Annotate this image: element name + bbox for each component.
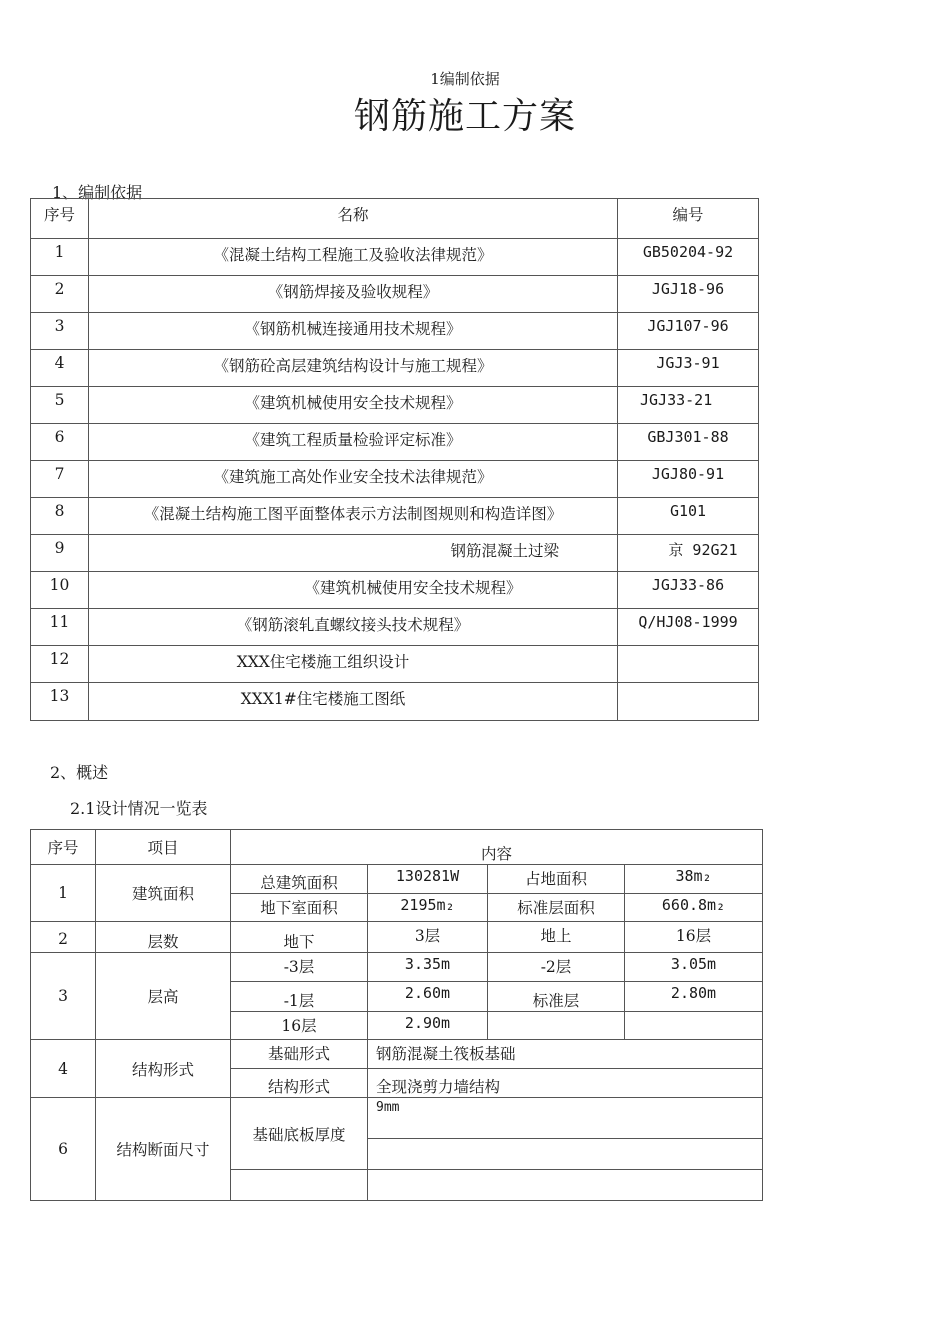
row-no: 3 (31, 313, 89, 350)
f16-label: 16层 (231, 1012, 368, 1040)
header-note: 1编制依据 (430, 70, 500, 88)
basis-table (30, 198, 759, 721)
row-no: 11 (31, 609, 89, 646)
structure-type-label: 结构形式 (231, 1069, 368, 1098)
land-area-value: 38m₂ (625, 865, 763, 894)
b3-value: 3.35m (368, 953, 488, 982)
b2-label: -2层 (488, 953, 625, 982)
row-name: XXX1#住宅楼施工图纸 (89, 683, 618, 721)
below-ground-value: 3层 (368, 922, 488, 953)
row-code: G101 (618, 498, 759, 535)
section2-subheading: 2.1设计情况一览表 (70, 799, 208, 818)
basis-table-row (31, 572, 759, 609)
row-name: 《建筑施工高处作业安全技术法律规范》 (89, 461, 618, 498)
row-code: GB50204-92 (618, 239, 759, 276)
row-section-1 (31, 1098, 763, 1139)
b1-label: -1层 (231, 982, 368, 1012)
total-area-label: 总建筑面积 (231, 865, 368, 894)
header-item: 项目 (96, 830, 231, 865)
row-name: 《钢筋滚轧直螺纹接头技术规程》 (89, 609, 618, 646)
row-no: 7 (31, 461, 89, 498)
document-title: 钢筋施工方案 (353, 96, 576, 137)
section-size-item: 结构断面尺寸 (96, 1098, 231, 1201)
header-no: 序号 (31, 830, 96, 865)
row-code: GBJ301-88 (618, 424, 759, 461)
row-no: 6 (31, 424, 89, 461)
basis-table-row (31, 461, 759, 498)
f16-value: 2.90m (368, 1012, 488, 1040)
area-item: 建筑面积 (96, 865, 231, 922)
heights-no: 3 (31, 953, 96, 1040)
basis-table-row (31, 239, 759, 276)
row-name: 钢筋混凝土过梁 (89, 535, 618, 572)
std-area-label: 标准层面积 (488, 894, 625, 922)
basis-table-row (31, 424, 759, 461)
row-no: 10 (31, 572, 89, 609)
below-ground-label: 地下 (231, 922, 368, 953)
empty-cell (488, 1012, 625, 1040)
std-floor-value: 2.80m (625, 982, 763, 1012)
row-no: 13 (31, 683, 89, 721)
header-no: 序号 (31, 199, 89, 239)
row-code: JGJ33-86 (618, 572, 759, 609)
row-structure-1 (31, 1040, 763, 1069)
row-name: XXX住宅楼施工组织设计 (89, 646, 618, 683)
row-code: JGJ33-21 (618, 387, 759, 424)
above-ground-value: 16层 (625, 922, 763, 953)
row-no: 12 (31, 646, 89, 683)
area-no: 1 (31, 865, 96, 922)
section-size-no: 6 (31, 1098, 96, 1201)
floors-item: 层数 (96, 922, 231, 953)
basement-area-label: 地下室面积 (231, 894, 368, 922)
row-code: JGJ18-96 (618, 276, 759, 313)
row-name: 《钢筋机械连接通用技术规程》 (89, 313, 618, 350)
row-code: JGJ107-96 (618, 313, 759, 350)
b2-value: 3.05m (625, 953, 763, 982)
b1-value: 2.60m (368, 982, 488, 1012)
foundation-label: 基础形式 (231, 1040, 368, 1069)
basis-table-row (31, 535, 759, 572)
header-code: 编号 (618, 199, 759, 239)
empty-cell (625, 1012, 763, 1040)
row-area-1 (31, 865, 763, 894)
row-code (618, 646, 759, 683)
above-ground-label: 地上 (488, 922, 625, 953)
row-name: 《混凝土结构施工图平面整体表示方法制图规则和构造详图》 (89, 498, 618, 535)
basis-table-row (31, 683, 759, 721)
empty-cell (368, 1139, 763, 1170)
row-no: 9 (31, 535, 89, 572)
row-name: 《建筑机械使用安全技术规程》 (89, 572, 618, 609)
header-content: 内容 (231, 830, 763, 865)
row-code: JGJ80-91 (618, 461, 759, 498)
basis-table-row (31, 276, 759, 313)
empty-cell (368, 1170, 763, 1201)
basis-table-row (31, 313, 759, 350)
row-code (618, 683, 759, 721)
basis-table-row (31, 387, 759, 424)
b3-label: -3层 (231, 953, 368, 982)
basis-table-row (31, 350, 759, 387)
row-name: 《钢筋焊接及验收规程》 (89, 276, 618, 313)
total-area-value: 130281W (368, 865, 488, 894)
row-code: 京 92G21 (618, 535, 759, 572)
row-no: 8 (31, 498, 89, 535)
structure-item: 结构形式 (96, 1040, 231, 1098)
row-floors (31, 922, 763, 953)
row-no: 2 (31, 276, 89, 313)
row-no: 5 (31, 387, 89, 424)
std-floor-label: 标准层 (488, 982, 625, 1012)
section1-heading: 1、编制依据 (52, 183, 143, 202)
row-name: 《混凝土结构工程施工及验收法律规范》 (89, 239, 618, 276)
row-no: 1 (31, 239, 89, 276)
section2-heading: 2、概述 (50, 763, 109, 782)
design-summary-table (30, 829, 763, 1201)
std-area-value: 660.8m₂ (625, 894, 763, 922)
row-no: 4 (31, 350, 89, 387)
basis-table-header (31, 199, 759, 239)
basis-table-row (31, 498, 759, 535)
row-name: 《钢筋砼高层建筑结构设计与施工规程》 (89, 350, 618, 387)
basement-area-value: 2195m₂ (368, 894, 488, 922)
row-name: 《建筑机械使用安全技术规程》 (89, 387, 618, 424)
row-code: Q/HJ08-1999 (618, 609, 759, 646)
row-height-1 (31, 953, 763, 982)
slab-thickness-label: 基础底板厚度 (231, 1098, 368, 1170)
floors-no: 2 (31, 922, 96, 953)
header-name: 名称 (89, 199, 618, 239)
summary-header-row (31, 830, 763, 865)
row-code: JGJ3-91 (618, 350, 759, 387)
heights-item: 层高 (96, 953, 231, 1040)
structure-type-value: 全现浇剪力墙结构 (368, 1069, 763, 1098)
row-name: 《建筑工程质量检验评定标准》 (89, 424, 618, 461)
basis-table-row (31, 609, 759, 646)
foundation-value: 钢筋混凝土筏板基础 (368, 1040, 763, 1069)
land-area-label: 占地面积 (488, 865, 625, 894)
basis-table-row (31, 646, 759, 683)
slab-thickness-value: 9mm (368, 1098, 763, 1139)
empty-cell (231, 1170, 368, 1201)
structure-no: 4 (31, 1040, 96, 1098)
